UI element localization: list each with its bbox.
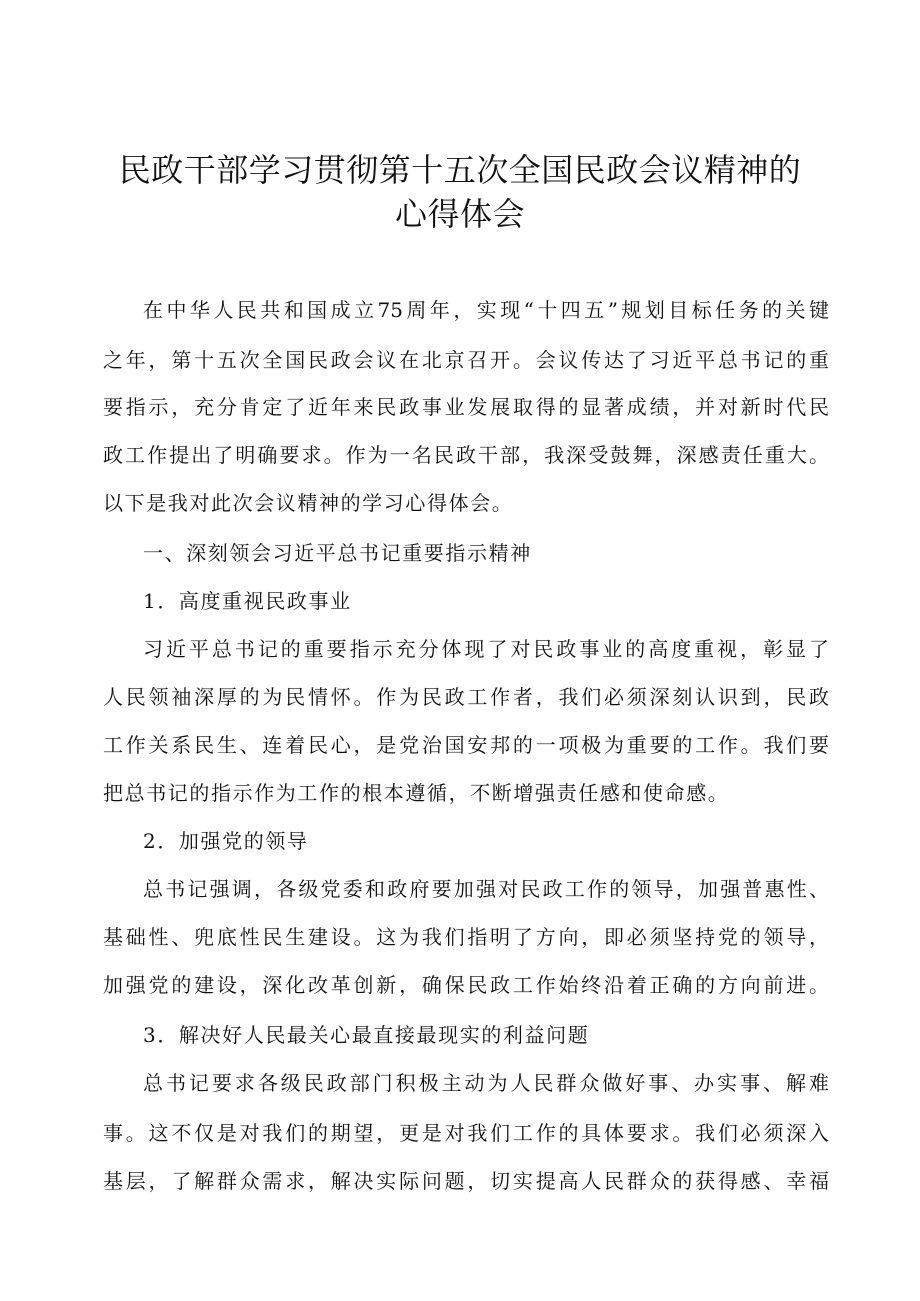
document-title-line-2: 心得体会 [394,195,525,233]
document-text-line: 1．高度重视民政事业 [143,589,352,613]
document-text-line: 3．解决好人民最关心最直接最现实的利益问题 [143,1023,590,1047]
document-text-line: 以下是我对此次会议精神的学习心得体会。 [103,491,514,515]
document-text-line: 基础性、兜底性民生建设。这为我们指明了方向，即必须坚持党的领导， [103,925,829,949]
document-text-line: 基层，了解群众需求，解决实际问题，切实提高人民群众的获得感、幸福 [103,1169,829,1193]
document-text-line: 政工作提出了明确要求。作为一名民政干部，我深受鼓舞，深感责任重大。 [103,443,829,467]
document-text-line: 习近平总书记的重要指示充分体现了对民政事业的高度重视，彰显了 [143,637,829,661]
document-text-line: 一、深刻领会习近平总书记重要指示精神 [143,541,532,565]
document-text-line: 工作关系民生、连着民心，是党治国安邦的一项极为重要的工作。我们要 [103,733,829,757]
document-text-line: 总书记要求各级民政部门积极主动为人民群众做好事、办实事、解难 [143,1071,829,1095]
document-title-line-1: 民政干部学习贯彻第十五次全国民政会议精神的 [118,151,802,189]
document-text-line: 加强党的建设，深化改革创新，确保民政工作始终沿着正确的方向前进。 [103,973,829,997]
document-text-line: 之年，第十五次全国民政会议在北京召开。会议传达了习近平总书记的重 [103,348,829,372]
document-text-line: 把总书记的指示作为工作的根本遵循，不断增强责任感和使命感。 [103,781,730,805]
document-text-line: 2．加强党的领导 [143,829,309,853]
document-text-line: 在中华人民共和国成立75周年，实现“十四五”规划目标任务的关键 [143,298,829,322]
document-text-line: 人民领袖深厚的为民情怀。作为民政工作者，我们必须深刻认识到，民政 [103,685,829,709]
document-text-line: 总书记强调，各级党委和政府要加强对民政工作的领导，加强普惠性、 [143,877,829,901]
document-text-line: 要指示，充分肯定了近年来民政事业发展取得的显著成绩，并对新时代民 [103,395,829,419]
document-text-line: 事。这不仅是对我们的期望，更是对我们工作的具体要求。我们必须深入 [103,1121,829,1145]
